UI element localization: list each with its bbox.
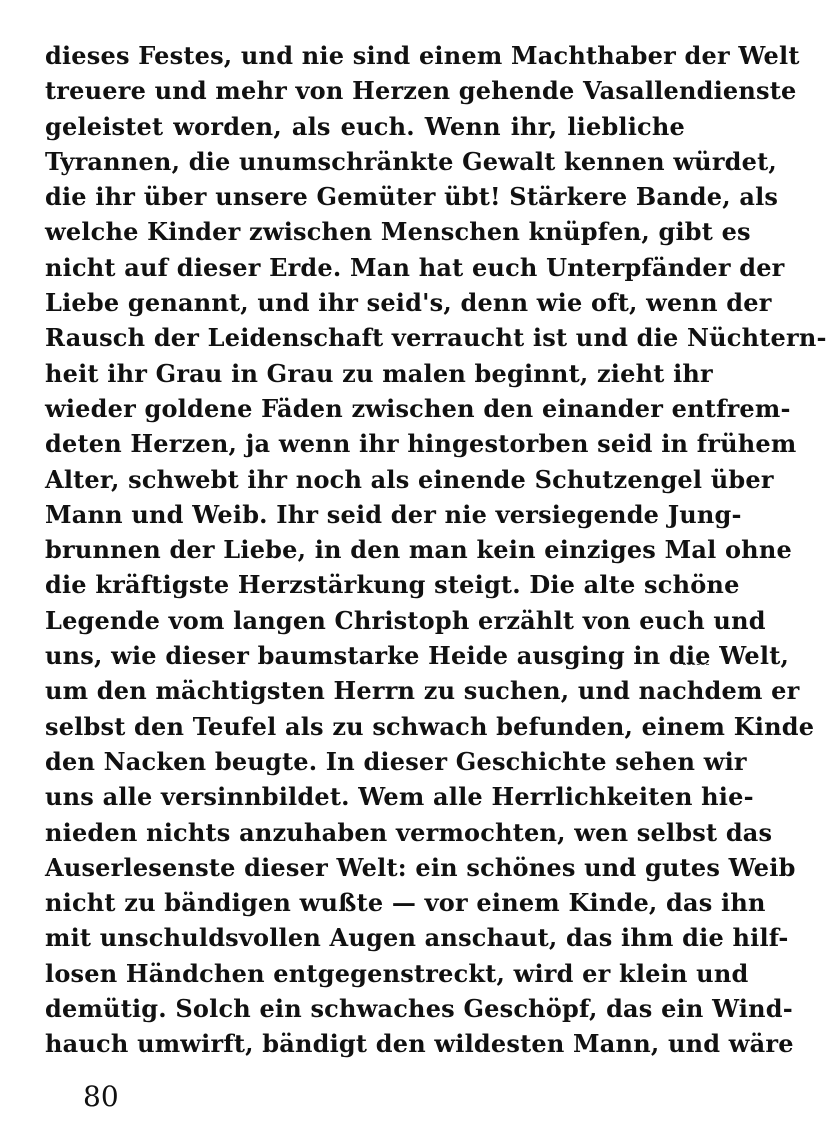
text-line: Auserlesenste dieser Welt: ein schönes und gutes Weib: [45, 852, 796, 882]
text-line: Mann und Weib. Ihr seid der nie versiegende Jung-: [45, 499, 742, 529]
text-line: welche Kinder zwischen Menschen knüpfen, gibt es: [45, 217, 751, 247]
text-line: mit unschuldsvollen Augen anschaut, das ihm die hilf-: [45, 923, 789, 953]
text-line: hauch umwirft, bändigt den wildesten Mann, und wäre: [45, 1029, 794, 1059]
text-line: Legende vom langen Christoph erzählt von euch und: [45, 605, 766, 635]
text-line: heit ihr Grau in Grau zu malen beginnt, zieht ihr: [45, 358, 713, 388]
text-line: um den mächtigsten Herrn zu suchen, und nachdem er: [45, 676, 800, 706]
text-line: geleistet worden, als euch. Wenn ihr, liebliche: [45, 111, 685, 141]
text-line: nieden nichts anzuhaben vermochten, wen selbst das: [45, 817, 773, 847]
text-line: treuere und mehr von Herzen gehende Vasallendienste: [45, 76, 797, 106]
text-line: den Nacken beugte. In dieser Geschichte sehen wir: [45, 746, 747, 776]
text-line: nicht zu bändigen wußte — vor einem Kinde, das ihn: [45, 888, 766, 918]
margin-dash-mark: [683, 664, 709, 666]
text-line: deten Herzen, ja wenn ihr hingestorben seid in frühem: [45, 429, 797, 459]
body-text: [45, 38, 827, 1062]
text-line: uns alle versinnbildet. Wem alle Herrlichkeiten hie-: [45, 782, 754, 812]
text-line: brunnen der Liebe, in den man kein einziges Mal ohne: [45, 535, 792, 565]
text-line: Liebe genannt, und ihr seid's, denn wie oft, wenn der: [45, 288, 772, 318]
text-line: nicht auf dieser Erde. Man hat euch Unterpfänder der: [45, 252, 785, 282]
text-line: losen Händchen entgegenstreckt, wird er klein und: [45, 958, 749, 988]
text-line: dieses Festes, und nie sind einem Machthaber der Welt: [45, 41, 800, 70]
text-line: Tyrannen, die unumschränkte Gewalt kennen würdet,: [45, 146, 777, 176]
text-line: wieder goldene Fäden zwischen den einander entfrem-: [45, 393, 791, 423]
page-number: 80: [83, 1080, 119, 1113]
text-line: Alter, schwebt ihr noch als einende Schutzengel über: [45, 464, 774, 494]
text-line: Rausch der Leidenschaft verraucht ist und die Nüchtern-: [45, 323, 827, 353]
text-line: demütig. Solch ein schwaches Geschöpf, das ein Wind-: [45, 994, 793, 1024]
text-line: selbst den Teufel als zu schwach befunden, einem Kinde: [45, 711, 815, 741]
text-line: die kräftigste Herzstärkung steigt. Die alte schöne: [45, 570, 740, 600]
text-line: die ihr über unsere Gemüter übt! Stärkere Bande, als: [45, 182, 779, 212]
text-line: uns, wie dieser baumstarke Heide ausging in die Welt,: [45, 641, 790, 671]
